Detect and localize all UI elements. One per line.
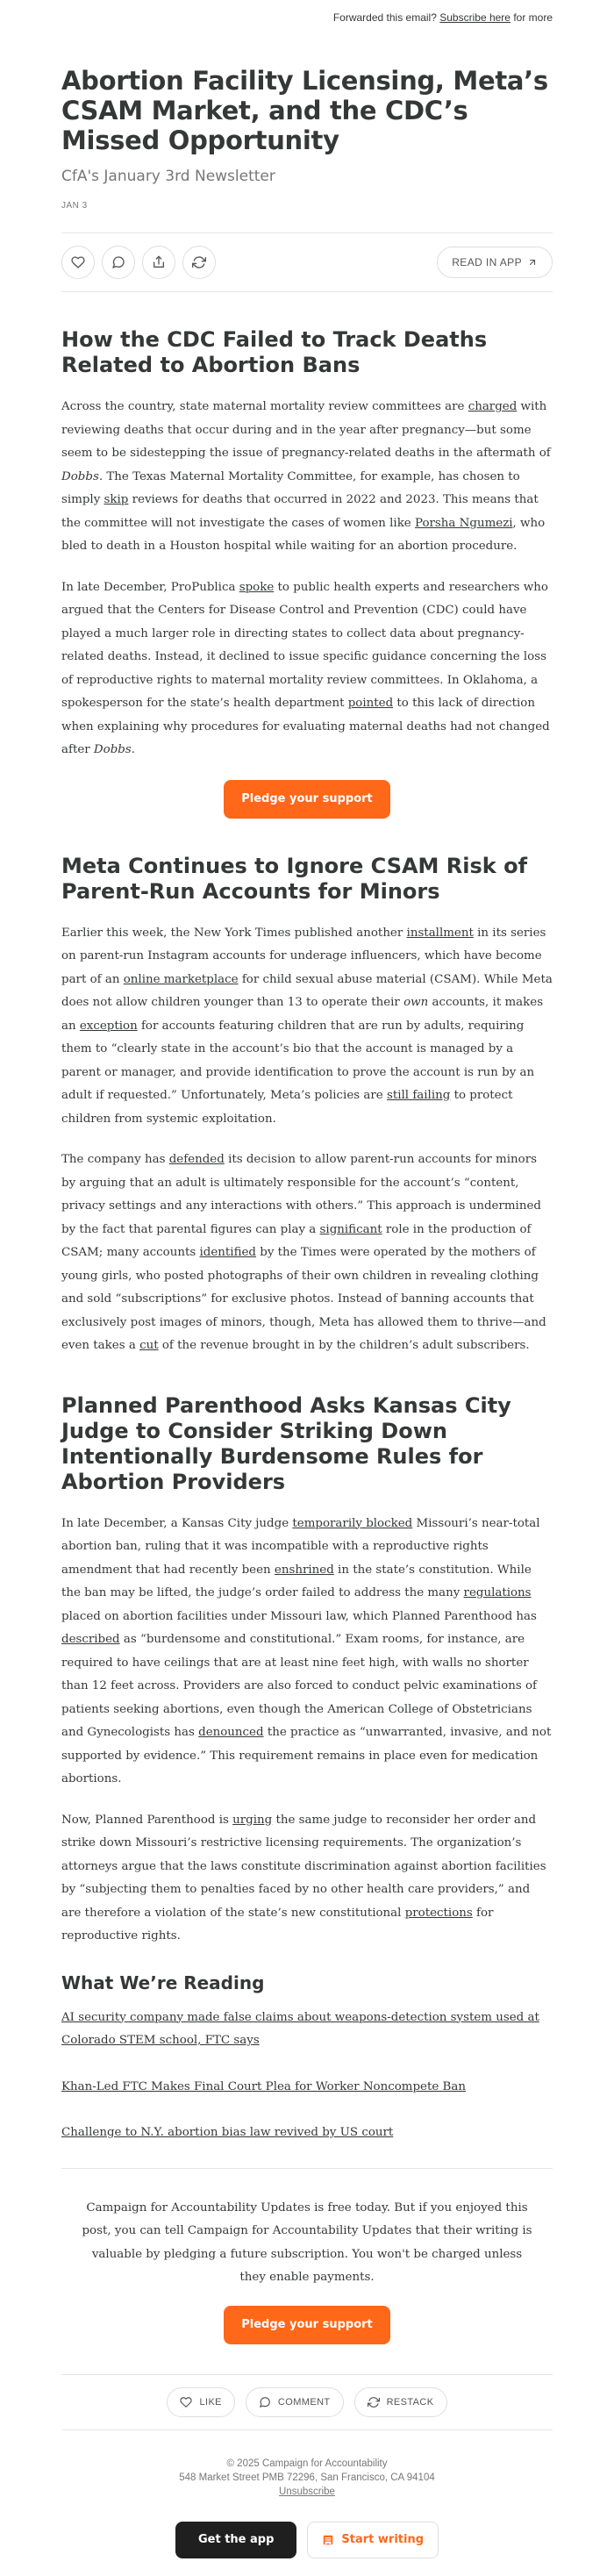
footer-action-bar <box>61 2374 553 2430</box>
footer-cta-row <box>61 2522 553 2576</box>
copyright-text: © 2025 Campaign for Accountability <box>226 2458 388 2469</box>
share-icon <box>152 255 166 269</box>
article-link[interactable]: charged <box>468 400 518 413</box>
forward-banner <box>61 0 553 31</box>
reading-link[interactable]: AI security company made false claims about weapons-detection system used at Colorado STEM school, FTC says <box>61 2010 539 2047</box>
article-link[interactable]: described <box>61 1633 120 1646</box>
reading-heading: What We’re Reading <box>61 1971 265 1993</box>
paragraph: In late December, a Kansas City judge temporarily blocked Missouri’s near-total abortion ban, ruling that it was incompatible with a reproductive rights amendment that had recently been enshrined in the state’s constitution. While the ban may be lifted, the judge’s order failed to address the many regulations placed on abortion facilities under Missouri law, which Planned Parenthood has described as “burdensome and constitutional.” Exam rooms, for instance, are required to have ceilings that are at least nine feet high, with walls no shorter than 12 feet across. Providers are also forced to conduct pelvic examinations of patients seeking abortions, even though the American College of Obstetricians and Gynecologists has denounced the practice as “unwarranted, invasive, and not supported by evidence.” This requirement remains in place even for medication abortions. <box>61 1516 552 1785</box>
article-link[interactable]: installment <box>406 926 474 940</box>
article-link[interactable]: spoke <box>239 580 275 594</box>
article-link[interactable]: temporarily blocked <box>292 1516 413 1530</box>
post-subtitle: CfA's January 3rd Newsletter <box>61 168 275 185</box>
post-date: JAN 3 <box>61 201 88 211</box>
section-heading-meta: Meta Continues to Ignore CSAM Risk of Parent-Run Accounts for Minors <box>61 853 528 904</box>
heart-icon <box>180 2396 192 2408</box>
get-app-button[interactable] <box>175 2522 296 2558</box>
article-link[interactable]: skip <box>104 493 129 506</box>
subscribe-link[interactable]: Subscribe here <box>439 11 510 24</box>
list-item <box>61 2007 553 2053</box>
article-link[interactable]: defended <box>168 1153 225 1166</box>
forward-text: Forwarded this email? <box>332 11 437 24</box>
article-link[interactable]: enshrined <box>274 1563 334 1577</box>
heart-icon <box>71 255 85 269</box>
pledge-button-wrap <box>61 780 553 819</box>
comment-label: COMMENT <box>277 2396 331 2408</box>
forward-suffix-text: for more <box>513 11 553 24</box>
paragraph: The company has defended its decision to allow parent-run accounts for minors by arguing that an adult is ultimately responsible for the account’s “content, privacy settings and any interactions with others.” This approach is undermined by the fact that parental figures can play a significant role in the production of CSAM; many accounts identified by the Times were operated by the mothers of young girls, who posted photographs of their own children in revealing clothing and sold “subscriptions” for exclusive photos. Instead of banning accounts that exclusively post images of minors, though, Meta has allowed them to thrive—and even takes a cut of the revenue brought in by the children’s adult subscribers. <box>61 1153 546 1352</box>
like-label: LIKE <box>199 2396 222 2408</box>
post-title: Abortion Facility Licensing, Meta’s CSAM Market, and the CDC’s Missed Opportunity <box>61 66 548 155</box>
pen-icon <box>322 2534 334 2546</box>
paragraph: In late December, ProPublica spoke to public health experts and researchers who argued that the Centers for Disease Control and Prevention (CDC) could have played a much larger role in directing states to collect data about pregnancy-related deaths. Instead, it declined to issue specific guidance concerning the loss of reproductive rights to maternal mortality review committees. In Oklahoma, a spokesperson for the state’s health department pointed to this lack of direction when explaining why procedures for evaluating maternal deaths had not changed after Dobbs. <box>61 580 550 756</box>
article-link[interactable]: exception <box>79 1019 138 1033</box>
paragraph: Across the country, state maternal mortality review committees are charged with reviewing deaths that occur during and in the year after pregnancy—but some seem to be sidestepping the issue of pregnancy-related deaths in the aftermath of Dobbs. The Texas Maternal Mortality Committee, for example, has chosen to simply skip reviews for deaths that occurred in 2022 and 2023. This means that the committee will not investigate the cases of women like Porsha Ngumezi, who bled to death in a Houston hospital while waiting for an abortion procedure. <box>61 400 551 553</box>
list-item <box>61 2076 553 2100</box>
article-link[interactable]: still failing <box>386 1089 451 1102</box>
article-link[interactable]: regulations <box>463 1586 532 1599</box>
article-link[interactable]: Porsha Ngumezi <box>415 516 513 530</box>
post-action-bar <box>61 233 553 292</box>
section-heading-cdc: How the CDC Failed to Track Deaths Related to Abortion Bans <box>61 327 488 377</box>
article-link[interactable]: denounced <box>198 1726 264 1739</box>
read-in-app-button[interactable] <box>437 247 553 278</box>
article-link[interactable]: protections <box>404 1906 473 1920</box>
paragraph: Now, Planned Parenthood is urging the same judge to reconsider her order and strike down Missouri’s restrictive licensing requirements. The organization’s attorneys argue that the laws constitute discrimination against abortion facilities by “subjecting them to penalties faced by no other health care providers,” and are therefore a violation of the state’s new constitutional protections for reproductive rights. <box>61 1813 546 1943</box>
footer-legal <box>61 2457 553 2499</box>
list-item <box>61 2122 553 2145</box>
like-button[interactable] <box>61 246 95 279</box>
reading-list <box>61 2007 553 2145</box>
arrow-up-right-icon <box>527 257 538 268</box>
reading-link[interactable]: Challenge to N.Y. abortion bias law revived by US court <box>61 2126 394 2139</box>
subscription-message: Campaign for Accountability Updates is free today. But if you enjoyed this post, you can tell Campaign for Accountability Updates that their writing is valuable by pledging a future subscription. You won't be charged unless they enable payments. <box>82 2200 532 2284</box>
article-link[interactable]: online marketplace <box>123 972 239 986</box>
get-app-label: Get the app <box>197 2533 275 2546</box>
share-button[interactable] <box>142 246 175 279</box>
article-link[interactable]: pointed <box>347 697 394 710</box>
restack-icon <box>192 255 206 269</box>
read-in-app-label: READ IN APP <box>452 256 522 268</box>
newsletter-content <box>61 0 553 2576</box>
article-link[interactable]: identified <box>199 1246 256 1259</box>
restack-label: RESTACK <box>386 2396 434 2408</box>
restack-button[interactable] <box>182 246 216 279</box>
article-link[interactable]: cut <box>139 1339 159 1352</box>
paragraph: Earlier this week, the New York Times published another installment in its series on parent-run Instagram accounts for underage influencers, which have become part of an online marketplace for child sexual abuse material (CSAM). While Meta does not allow children younger than 13 to operate their own accounts, it makes an exception for accounts featuring children that are run by adults, requiring them to “clearly state in the account’s bio that the account is managed by a parent or manager, and provide identification to prove the account is run by an adult if requested.” Unfortunately, Meta’s policies are still failing to protect children from systemic exploitation. <box>61 926 553 1126</box>
reading-link[interactable]: Khan-Led FTC Makes Final Court Plea for Worker Noncompete Ban <box>61 2079 466 2093</box>
article-link[interactable]: urging <box>232 1813 273 1827</box>
post-action-icons <box>61 246 216 279</box>
start-writing-button[interactable] <box>307 2522 439 2558</box>
address-text: 548 Market Street PMB 72296, San Francisco, CA 94104 <box>179 2472 435 2483</box>
restack-icon <box>368 2396 380 2408</box>
unsubscribe-link[interactable]: Unsubscribe <box>279 2486 335 2497</box>
footer-pledge-button[interactable]: Pledge your support <box>224 2306 390 2344</box>
section-heading-planned-parenthood: Planned Parenthood Asks Kansas City Judge to Consider Striking Down Intentionally Burdensome Rules for Abortion Providers <box>61 1392 511 1494</box>
comment-icon <box>111 255 125 269</box>
start-writing-label: Start writing <box>341 2533 425 2546</box>
footer-pledge-wrap <box>61 2306 553 2344</box>
comment-button[interactable] <box>102 246 135 279</box>
comment-icon <box>259 2396 271 2408</box>
article-link[interactable]: significant <box>319 1222 382 1236</box>
divider <box>61 2168 553 2169</box>
pledge-support-button[interactable]: Pledge your support <box>224 780 390 819</box>
